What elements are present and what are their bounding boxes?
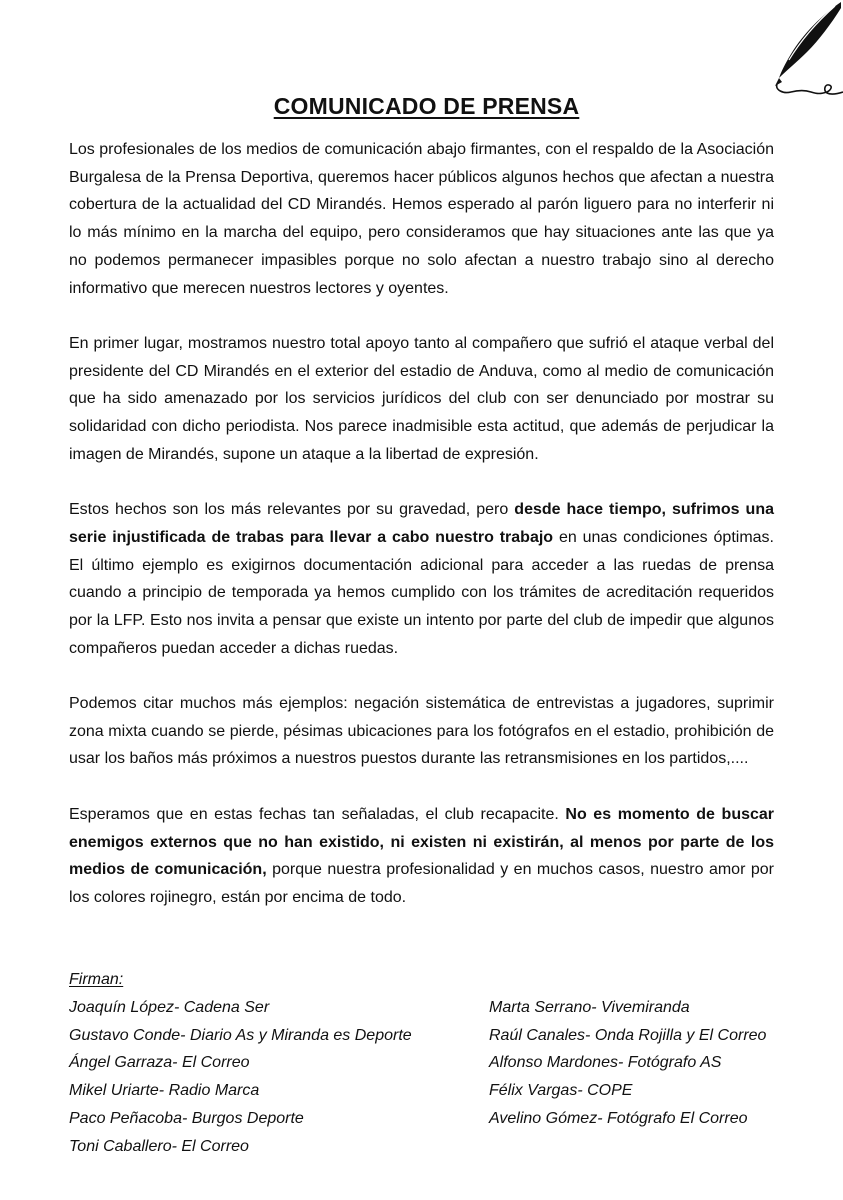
signature-line: Toni Caballero- El Correo (69, 1137, 249, 1155)
signatures-heading: Firman: (69, 971, 124, 988)
signature-line: Joaquín López- Cadena Ser (69, 998, 270, 1016)
paragraph-5: Esperamos que en estas fechas tan señaladas, el club recapacite. No es momento de buscar enemigos externos que no han existido, ni existen ni existirán, al menos por parte de los medios de comunicación, porque nuestra profesionalidad y en muchos casos, nuestro amor por los colores rojinegro, están por encima de todo. (69, 805, 775, 906)
signature-line: Paco Peñacoba- Burgos Deporte (69, 1109, 304, 1127)
paragraph-1: Los profesionales de los medios de comunicación abajo firmantes, con el respaldo de la Asociación Burgalesa de la Prensa Deportiva, queremos hacer públicos algunos hechos que afectan a nuestra cobertura de la actualidad del CD Mirandés. Hemos esperado al parón liguero para no interferir ni lo más mínimo en la marcha del equipo, pero consideramos que hay situaciones ante las que ya no podemos permanecer impasibles porque no solo afectan a nuestro trabajo sino al derecho informativo que merecen nuestros lectores y oyentes. (69, 141, 774, 297)
signature-line: Alfonso Mardones- Fotógrafo AS (489, 1054, 722, 1072)
signature-line: Marta Serrano- Vivemiranda (489, 998, 690, 1016)
signature-line: Ángel Garraza- El Correo (69, 1054, 250, 1072)
signatures-block (69, 966, 789, 1161)
signature-line: Avelino Gómez- Fotógrafo El Correo (489, 1109, 748, 1127)
signature-line: Raúl Canales- Onda Rojilla y El Correo (489, 1026, 767, 1044)
page-title: COMUNICADO DE PRENSA (273, 93, 580, 119)
paragraph-5-emphasis: No es momento de buscar enemigos externos que no han existido, ni existen ni existirán, al menos por parte de los medios de comunicación, (69, 805, 775, 879)
signatures-left-column (69, 994, 489, 1161)
signature-line: Mikel Uriarte- Radio Marca (69, 1082, 260, 1100)
signature-line: Gustavo Conde- Diario As y Miranda es Deporte (69, 1026, 412, 1044)
signature-line: Félix Vargas- COPE (489, 1082, 633, 1100)
paragraph-3: Estos hechos son los más relevantes por su gravedad, pero desde hace tiempo, sufrimos una serie injustificada de trabas para llevar a cabo nuestro trabajo en unas condiciones óptimas. El último ejemplo es exigirnos documentación adicional para acceder a las ruedas de prensa cuando a principio de temporada ya hemos cumplido con los trámites de acreditación requeridos por la LFP. Esto nos invita a pensar que existe un intento por parte del club de impedir que algunos compañeros puedan acceder a dichas ruedas. (69, 501, 774, 657)
quill-pen-icon (753, 0, 843, 105)
press-release-body (69, 136, 774, 939)
signatures-right-column (489, 994, 789, 1161)
paragraph-2: En primer lugar, mostramos nuestro total apoyo tanto al compañero que sufrió el ataque verbal del presidente del CD Mirandés en el exterior del estadio de Anduva, como al medio de comunicación que ha sido amenazado por los servicios jurídicos del club con ser denunciado por mostrar su solidaridad con dicho periodista. Nos parece inadmisible esta actitud, que además de perjudicar la imagen de Mirandés, supone un ataque a la libertad de expresión. (69, 334, 774, 463)
paragraph-3-emphasis: desde hace tiempo, sufrimos una serie injustificada de trabas para llevar a cabo nuestro trabajo (69, 501, 774, 546)
paragraph-4: Podemos citar muchos más ejemplos: negación sistemática de entrevistas a jugadores, suprimir zona mixta cuando se pierde, pésimas ubicaciones para los fotógrafos en el estadio, prohibición de usar los baños más próximos a nuestros puestos durante las retransmisiones en los partidos,.... (69, 695, 774, 768)
